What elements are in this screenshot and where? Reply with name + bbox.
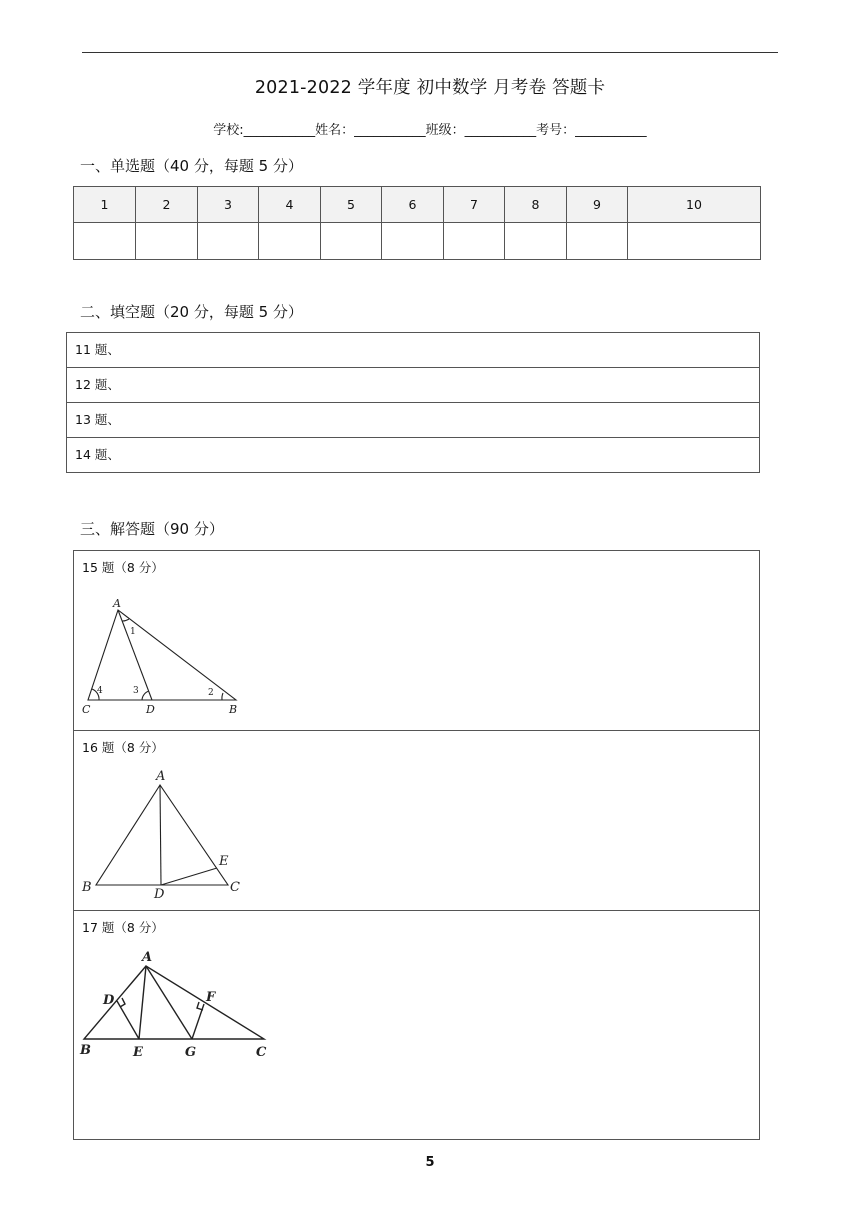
answer-cell[interactable] [567, 223, 628, 260]
question-number-cell: 6 [382, 187, 444, 223]
question-number-cell: 5 [321, 187, 382, 223]
segment-ag [146, 966, 192, 1039]
point-b-label: B [80, 1043, 91, 1058]
angle-2-arc [222, 693, 223, 700]
point-a-label: A [142, 950, 153, 965]
question-number-row [74, 187, 761, 223]
answer-cell[interactable] [198, 223, 259, 260]
answer-cell[interactable] [136, 223, 198, 260]
segment-ad [160, 785, 161, 885]
point-c-label: C [230, 880, 240, 895]
answer-cell[interactable] [321, 223, 382, 260]
single-choice-heading: 一、单选题（40 分，每题 5 分） [80, 157, 303, 175]
triangle-abc [96, 785, 228, 885]
angle-2-label: 2 [208, 688, 214, 698]
point-f-label: F [206, 990, 216, 1005]
point-e-label: E [133, 1045, 143, 1060]
point-g-label: G [185, 1045, 197, 1060]
question-number-cell: 8 [505, 187, 567, 223]
point-d-label: D [103, 993, 115, 1008]
answer-cell[interactable] [74, 223, 136, 260]
angle-4-label: 4 [97, 686, 103, 696]
triangle-abc [88, 610, 236, 700]
question-17-label: 17 题（8 分） [82, 920, 164, 935]
answer-cell[interactable] [444, 223, 505, 260]
point-d-label: D [146, 703, 155, 716]
fill-blank-answer-table [66, 332, 760, 473]
answer-cell[interactable] [505, 223, 567, 260]
fill-blank-heading: 二、填空题（20 分，每题 5 分） [80, 303, 303, 321]
right-angle-d [120, 998, 125, 1007]
point-d-label: D [154, 887, 165, 902]
question-number-cell: 9 [567, 187, 628, 223]
fill-blank-row-11[interactable]: 11 题、 [67, 333, 760, 368]
fill-blank-row-12[interactable]: 12 题、 [67, 368, 760, 403]
angle-1-arc [122, 619, 129, 621]
fill-blank-row-13[interactable]: 13 题、 [67, 403, 760, 438]
page-number: 5 [425, 1155, 435, 1170]
answer-section-heading: 三、解答题（90 分） [80, 520, 224, 538]
point-b-label: B [82, 880, 92, 895]
question-17-box[interactable] [73, 910, 760, 1140]
single-choice-answer-table [73, 186, 761, 260]
document-title: 2021-2022 学年度 初中数学 月考卷 答题卡 [254, 78, 606, 98]
answer-cell[interactable] [259, 223, 321, 260]
question-number-cell: 4 [259, 187, 321, 223]
question-number-cell: 1 [74, 187, 136, 223]
question-number-cell: 7 [444, 187, 505, 223]
header-rule [82, 52, 778, 53]
triangle-figure-q17 [74, 911, 761, 1141]
answer-cell[interactable] [382, 223, 444, 260]
angle-3-arc [142, 691, 149, 700]
point-a-label: A [156, 769, 166, 784]
question-16-box[interactable] [73, 730, 760, 911]
point-a-label: A [113, 597, 121, 610]
question-15-box[interactable] [73, 550, 760, 731]
point-c-label: C [256, 1045, 267, 1060]
point-c-label: C [82, 703, 91, 716]
point-b-label: B [229, 703, 238, 716]
segment-ae [139, 966, 146, 1039]
point-e-label: E [219, 854, 229, 869]
triangle-figure-q16 [74, 731, 761, 912]
question-16-label: 16 题（8 分） [82, 740, 164, 755]
student-info-line: 学校:___________姓名：___________班级：___________考号：___________ [213, 123, 647, 138]
fill-blank-row-14[interactable]: 14 题、 [67, 438, 760, 473]
angle-1-label: 1 [130, 627, 136, 637]
segment-de [161, 868, 217, 885]
triangle-figure-q15 [74, 551, 761, 732]
question-number-cell: 3 [198, 187, 259, 223]
question-15-label: 15 题（8 分） [82, 560, 164, 575]
answer-row [74, 223, 761, 260]
answer-cell[interactable] [628, 223, 761, 260]
question-number-cell: 10 [628, 187, 761, 223]
angle-3-label: 3 [133, 686, 139, 696]
question-number-cell: 2 [136, 187, 198, 223]
